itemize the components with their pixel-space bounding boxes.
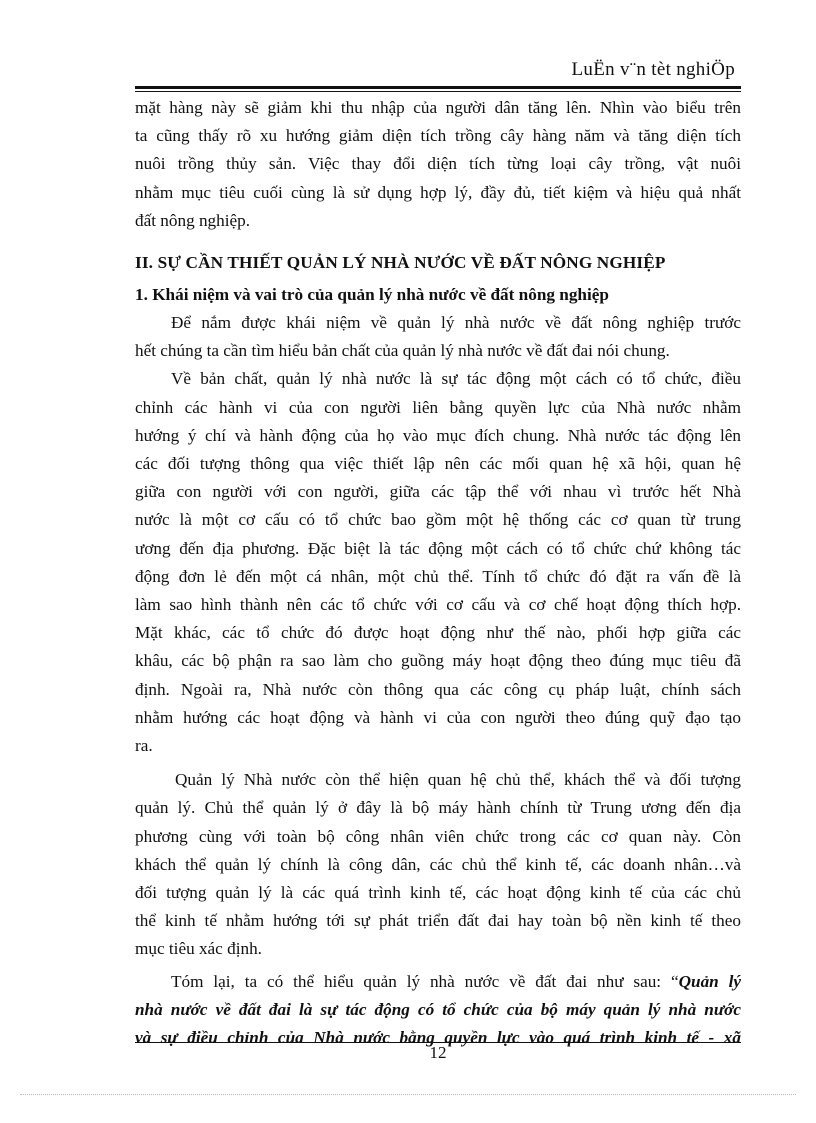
text-line: động đơn lẻ đến một cá nhân, một chủ thể. Tính tổ chức đó đặt ra vấn đề là [135,566,741,586]
text-line: nhằm hướng các hoạt động và hành vi của con người theo đúng quỹ đạo tạo [135,707,741,727]
page-bottom-dotted-rule [20,1094,796,1095]
page-header [135,58,741,84]
definition-line: và sự điều chỉnh của Nhà nước bằng quyền lực vào quá trình kinh tế - xã [135,1028,741,1048]
section-heading: II. SỰ CẦN THIẾT QUẢN LÝ NHÀ NƯỚC VỀ ĐẤT NÔNG NGHIỆP [135,253,666,273]
text-line: các đối tượng thông qua việc thiết lập nên các mối quan hệ xã hội, quan hệ [135,454,741,474]
text-line [135,968,741,996]
header-rule-thick [135,86,741,89]
paragraph-4 [135,766,741,963]
text-line: giữa con người với con người, giữa các tập thể với nhau vì trước hết Nhà [135,482,741,502]
text-line: thể kinh tế nhằm hướng tới sự phát triển đất đai hay toàn bộ nền kinh tế theo [135,911,741,931]
paragraph-3 [135,365,741,760]
page-body [135,92,741,1052]
text-line: quản lý. Chủ thể quản lý ở đây là bộ máy hành chính từ Trung ương đến địa [135,798,741,818]
text-line: đối tượng quản lý là các quá trình kinh tế, các hoạt động kinh tế của các chủ [135,883,741,903]
paragraph-5 [135,968,741,1053]
text-line: nuôi trồng thủy sản. Việc thay đổi diện tích từng loại cây trồng, vật nuôi [135,154,741,174]
text-line: định. Ngoài ra, Nhà nước còn thông qua các công cụ pháp luật, chính sách [135,679,741,699]
text-line: mặt hàng này sẽ giảm khi thu nhập của người dân tăng lên. Nhìn vào biểu trên [135,98,741,117]
text-line: Về bản chất, quản lý nhà nước là sự tác động một cách có tổ chức, điều [171,369,741,389]
text-line: Mặt khác, các tổ chức đó được hoạt động như thế nào, phối hợp giữa các [135,623,741,643]
text-line: làm sao hình thành nên các tổ chức với cơ cấu và cơ chế hoạt động thích hợp. [135,595,741,615]
text-line: nhằm mục tiêu cuối cùng là sử dụng hợp lý, đầy đủ, tiết kiệm và hiệu quả nhất [135,182,741,202]
text-line: mục tiêu xác định. [135,939,262,959]
text-line: khâu, các bộ phận ra sao làm cho guồng máy hoạt động theo đúng mục tiêu đã [135,651,741,671]
text-line: đất nông nghiệp. [135,210,251,230]
text-line: ta cũng thấy rõ xu hướng giảm diện tích trồng cây hàng năm và tăng diện tích [135,126,741,146]
text-line: hết chúng ta cần tìm hiểu bản chất của quản lý nhà nước về đất đai nói chung. [135,341,670,361]
header-title: LuËn v¨n tèt nghiÖp [571,59,735,80]
text-line: ương đến địa phương. Đặc biệt là tác động một cách có tổ chức chứ không tác [135,538,741,558]
paragraph-1 [135,92,741,235]
text-line: Để nắm được khái niệm về quản lý nhà nước về đất nông nghiệp trước [171,313,741,333]
text-line: Quản lý Nhà nước còn thể hiện quan hệ chủ thể, khách thể và đối tượng [175,770,741,790]
definition-line: nhà nước về đất đai là sự tác động có tổ chức của bộ máy quản lý nhà nước [135,999,741,1019]
text-line: ra. [135,736,153,756]
text-line: chỉnh các hành vi của con người liên bằng quyền lực của Nhà nước nhằm [135,397,741,417]
text-line: hướng ý chí và hành động của họ vào mục đích chung. Nhà nước tác động lên [135,425,741,445]
page-number: 12 [429,1043,447,1062]
text-line: phương cùng với toàn bộ công nhân viên chức trong các cơ quan này. Còn [135,826,741,846]
text-line: nước là một cơ cấu có tổ chức bao gồm một hệ thống các cơ quan từ trung [135,510,741,530]
subsection-heading: 1. Khái niệm và vai trò của quản lý nhà nước về đất nông nghiệp [135,285,609,305]
text-line: khách thể quản lý chính là công dân, các chủ thể kinh tế, các doanh nhân…và [135,854,741,874]
definition-emphasis-start: Quản lý [678,971,741,991]
definition-lead-in: Tóm lại, ta có thể hiểu quản lý nhà nước về đất đai như sau: “ [171,971,679,991]
paragraph-2 [135,309,741,365]
